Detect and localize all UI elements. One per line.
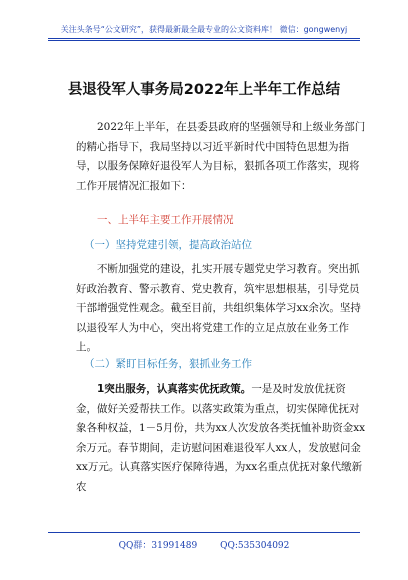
subsection-heading-1: （一）坚持党建引领，提高政治站位: [84, 239, 252, 251]
header-rule: [48, 38, 360, 39]
section-heading-1: 一、上半年主要工作开展情况: [97, 214, 234, 226]
item-1-paragraph: [76, 380, 366, 498]
subsection-1-paragraph: 不断加强党的建设，扎实开展专题党史学习教育。突出抓好政治教育、警示教育、党史教育，筑牢思想根基，引导党员干部增强党性观念。截至目前，共组织集体学习xx余次。坚持以退役军人为中心，突出将党建工作的立足点放在业务工作上。: [76, 263, 361, 354]
footer-rule: [48, 532, 360, 533]
subsection-heading-2: （二）紧盯目标任务，狠抓业务工作: [84, 358, 252, 370]
intro-paragraph: 2022年上半年，在县委县政府的坚强领导和上级业务部门的精心指导下，我局坚持以习近平新时代中国特色思想为指导，以服务保障好退役军人为目标，狠抓各项工作落实，现将工作开展情况汇报如下：: [76, 121, 366, 192]
header-rule-secondary: [48, 40, 360, 41]
footer: [40, 538, 368, 551]
footer-qq-group: QQ群：31991489: [118, 541, 198, 551]
footer-qq: QQ:535304092: [220, 541, 290, 551]
item-1-lead: 1突出服务，认真落实优抚政策。: [97, 383, 252, 395]
document-title: 县退役军人事务局2022年上半年工作总结: [67, 82, 341, 98]
item-1-body: 一是及时发放优抚资金，做好关爱帮扶工作。以落实政策为重点，切实保障优抚对象各种权益，1－5月份，共为xx人次发放各类抚恤补助资金xx余万元。春节期间，走访慰问困难退役军人xx人，发放慰问金xx万元。认真落实医疗保障待遇，为xx名重点优抚对象代缴新农: [76, 383, 366, 493]
header-banner: 关注头条号“公文研究”，获得最新最全最专业的公文资料库！ 微信：gongwenyj: [60, 25, 348, 34]
